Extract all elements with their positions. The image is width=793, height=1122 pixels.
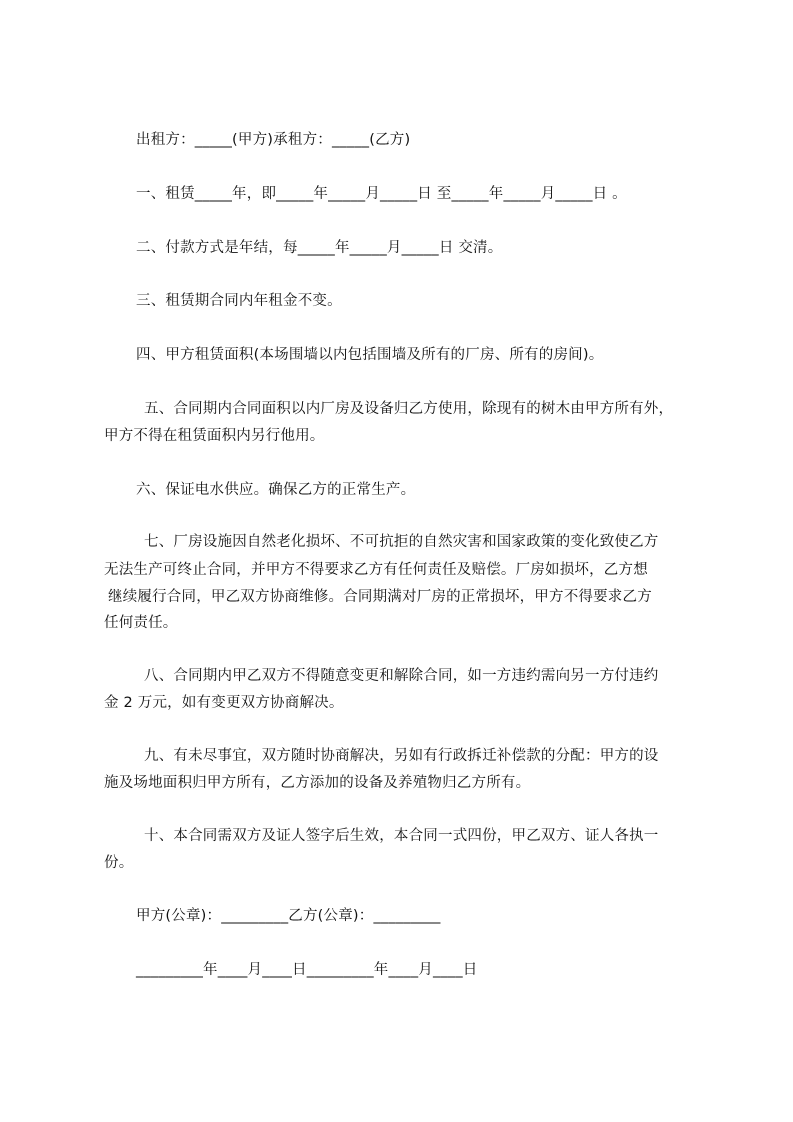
clause-7-line-2: 无法生产可终止合同，并甲方不得要求乙方有任何责任及赔偿。厂房如损坏，乙方想 (104, 562, 648, 578)
clause-4: 四、甲方租赁面积(本场围墙以内包括围墙及所有的厂房、所有的房间)。 (136, 347, 604, 363)
clause-9-line-2: 施及场地面积归甲方所有，乙方添加的设备及养殖物归乙方所有。 (104, 775, 531, 791)
clause-7-line-4: 任何责任。 (104, 615, 178, 631)
clause-2: 二、付款方式是年结，每_____年_____月_____日 交清。 (136, 240, 503, 256)
clause-3: 三、租赁期合同内年租金不变。 (136, 293, 342, 309)
clause-10-line-2: 份。 (104, 855, 134, 871)
clause-7-line-1: 七、厂房设施因自然老化损坏、不可抗拒的自然灾害和国家政策的变化致使乙方 (144, 534, 659, 550)
clause-6: 六、保证电水供应。确保乙方的正常生产。 (136, 482, 416, 498)
clause-8-line-1: 八、合同期内甲乙双方不得随意变更和解除合同，如一方违约需向另一方付违约 (144, 668, 659, 684)
clause-8-line-2: 金 2 万元，如有变更双方协商解决。 (104, 695, 344, 711)
clause-5-line-1: 五、合同期内合同面积以内厂房及设备归乙方使用，除现有的树木由甲方所有外， (144, 401, 674, 417)
header-line: 出租方：_____(甲方)承租方：_____(乙方) (136, 132, 411, 148)
clause-9-line-1: 九、有未尽事宜，双方随时协商解决，另如有行政拆迁补偿款的分配：甲方的设 (144, 748, 659, 764)
signature-line: 甲方(公章)：_________乙方(公章)：_________ (136, 908, 441, 924)
clause-10-line-1: 十、本合同需双方及证人签字后生效，本合同一式四份，甲乙双方、证人各执一 (144, 828, 659, 844)
clause-7-line-3: 继续履行合同，甲乙双方协商维修。合同期满对厂房的正常损坏，甲方不得要求乙方 (108, 589, 652, 605)
clause-5-line-2: 甲方不得在租赁面积内另行他用。 (104, 428, 325, 444)
clause-1: 一、租赁_____年，即_____年_____月_____日 至_____年_____月_____日 。 (136, 186, 627, 202)
date-line: _________年____月____日_________年____月____日 (136, 962, 478, 978)
